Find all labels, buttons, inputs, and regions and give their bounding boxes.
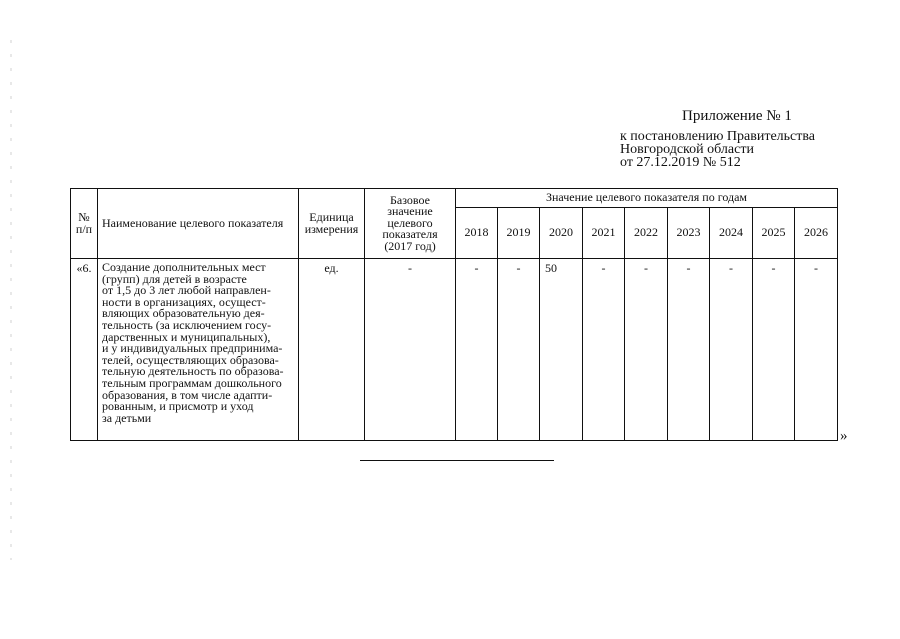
- row-unit: ед.: [299, 259, 365, 441]
- row-value-cell: -: [795, 259, 838, 441]
- appendix-header: [620, 110, 815, 169]
- row-number: «6.: [71, 259, 98, 441]
- row-indicator-name: Создание дополнительных мест (групп) для детей в возрасте от 1,5 до 3 лет любой направлен- ности в организациях, осущест- вляющих образовательную дея- тельность (за исключением госу- дарственных и муниципальных), и у индивидуальных предпринима- телей, осуществляющих образова- тельную деятельность по образова- тельным программам дошкольного образования, в том числе адапти- рованным, и присмотр и уход за детьми: [98, 259, 299, 441]
- scan-edge-artifact: [10, 40, 12, 560]
- year-header: 2020: [540, 208, 583, 259]
- row-value-cell: -: [498, 259, 540, 441]
- year-header: 2025: [753, 208, 795, 259]
- row-value-cell: -: [456, 259, 498, 441]
- appendix-line-3: от 27.12.2019 № 512: [620, 155, 741, 170]
- table-header-row: [71, 189, 838, 208]
- year-header: 2022: [625, 208, 668, 259]
- year-header: 2021: [583, 208, 625, 259]
- year-header: 2026: [795, 208, 838, 259]
- col-header-name: Наименование целевого показателя: [98, 189, 299, 259]
- appendix-title: Приложение № 1: [682, 108, 792, 124]
- closing-quote: »: [840, 428, 848, 444]
- appendix-line-2: Новгородской области: [620, 142, 754, 157]
- year-header: 2018: [456, 208, 498, 259]
- row-value-cell: -: [583, 259, 625, 441]
- indicators-table: [70, 188, 838, 441]
- year-header: 2023: [668, 208, 710, 259]
- year-header: 2019: [498, 208, 540, 259]
- col-header-number: № п/п: [71, 189, 98, 259]
- row-value-cell: -: [710, 259, 753, 441]
- col-header-unit: Единица измерения: [299, 189, 365, 259]
- end-divider-line: [360, 460, 554, 461]
- appendix-line-1: к постановлению Правительства: [620, 129, 816, 144]
- col-header-years-group: Значение целевого показателя по годам: [456, 189, 838, 208]
- col-header-base: Базовое значение целевого показателя (2017 год): [365, 189, 456, 259]
- row-value-cell: 50: [540, 259, 583, 441]
- row-base-value: -: [365, 259, 456, 441]
- row-value-cell: -: [668, 259, 710, 441]
- row-value-cell: -: [753, 259, 795, 441]
- year-header: 2024: [710, 208, 753, 259]
- table-row: [71, 259, 838, 441]
- row-value-cell: -: [625, 259, 668, 441]
